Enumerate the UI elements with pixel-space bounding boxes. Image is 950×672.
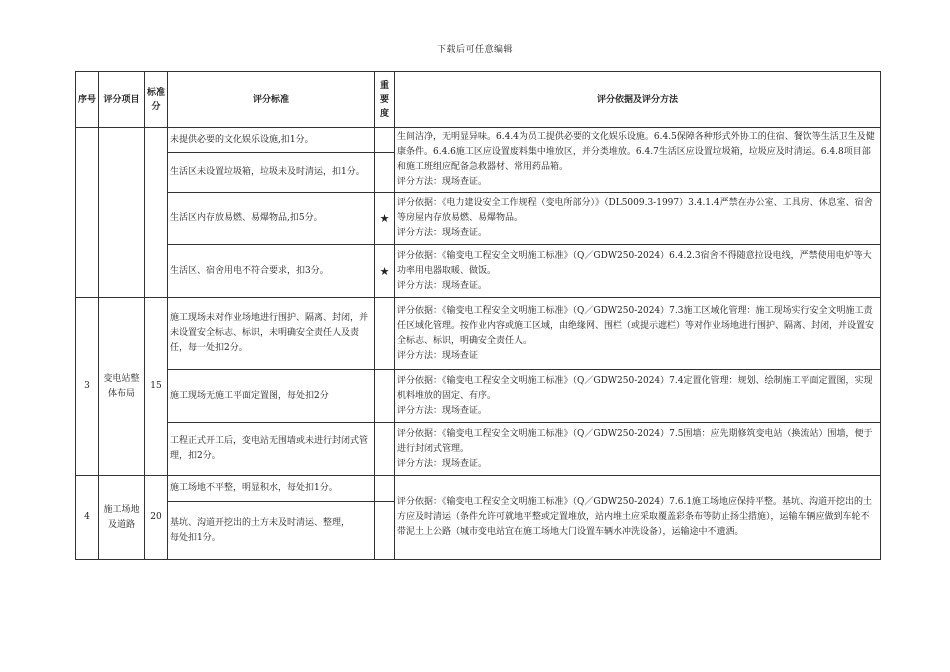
header-criteria: 评分标准 [168, 72, 375, 128]
table-row [76, 298, 881, 370]
header-importance: 重要度 [375, 72, 395, 128]
item-cell: 变电站整体布局 [99, 298, 145, 476]
basis-cell: 评分依据：《输变电工程安全文明施工标准》（Q／GDW250-2024）7.3施工区域化管理：施工现场实行安全文明施工责任区域化管理。按作业内容或施工区域，由绝缘网、围栏（或提示遮栏）等对作业场地进行围护、隔离、封闭，并设置安全标志、标识，明确安全责任人。 评分方法：现场查证 [395, 298, 881, 370]
score-cell: 15 [145, 298, 168, 476]
table-row [76, 245, 881, 298]
table-row [76, 370, 881, 423]
table-row [76, 193, 881, 245]
basis-cell: 评分依据：《输变电工程安全文明施工标准》（Q／GDW250-2024）7.5围墙：应先期修筑变电站（换流站）围墙，便于进行封闭式管理。 评分方法：现场查证。 [395, 423, 881, 476]
item-cell [99, 128, 145, 298]
importance-cell [375, 476, 395, 502]
criteria-cell: 生活区未设置垃圾箱，垃圾未及时清运，扣1分。 [168, 153, 375, 193]
star-icon: ★ [375, 193, 395, 245]
basis-cell: 评分依据：《电力建设安全工作规程（变电所部分）》（DL5009.3-1997）3.4.1.4严禁在办公室、工具房、休息室、宿舍等房屋内存放易燃、易爆物品。 评分方法：现场查证。 [395, 193, 881, 245]
basis-cell: 评分依据：《输变电工程安全文明施工标准》（Q／GDW250-2024）6.4.2.3宿舍不得随意拉设电线，严禁使用电炉等大功率用电器取暖、做饭。 评分方法：现场查证。 [395, 245, 881, 298]
criteria-cell: 施工场地不平整，明显积水，每处扣1分。 [168, 476, 375, 502]
importance-cell [375, 502, 395, 560]
score-cell: 20 [145, 476, 168, 560]
table-row [76, 423, 881, 476]
score-cell [145, 128, 168, 298]
header-seq: 序号 [76, 72, 99, 128]
importance-cell [375, 423, 395, 476]
page-note: 下载后可任意编辑 [436, 45, 513, 55]
header-row [76, 72, 881, 128]
header-item: 评分项目 [99, 72, 145, 128]
header-basis: 评分依据及评分方法 [395, 72, 881, 128]
importance-cell [375, 370, 395, 423]
importance-cell [375, 128, 395, 153]
seq-cell: 4 [76, 476, 99, 560]
table-row [76, 128, 881, 153]
criteria-cell: 基坑、沟道开挖出的土方未及时清运、整理， 每处扣1分。 [168, 502, 375, 560]
scoring-table [75, 71, 881, 560]
criteria-cell: 生活区内存放易燃、易爆物品,扣5分。 [168, 193, 375, 245]
criteria-cell: 施工现场无施工平面定置图，每处扣2分 [168, 370, 375, 423]
criteria-cell: 未提供必要的文化娱乐设施,扣1分。 [168, 128, 375, 153]
importance-cell [375, 153, 395, 193]
importance-cell [375, 298, 395, 370]
star-icon: ★ [375, 245, 395, 298]
basis-cell: 评分依据：《输变电工程安全文明施工标准》（Q／GDW250-2024）7.6.1施工场地应保持平整。基坑、沟道开挖出的土方应及时清运（条件允许可就地平整或定置堆放，站内堆土应采取覆盖彩条布等防止扬尘措施），运输车辆应做到车轮不带泥土上公路（城市变电站宜在施工场地大门设置车辆水冲洗设备），运输途中不遗洒。 [395, 476, 881, 560]
header-std-score: 标准分 [145, 72, 168, 128]
item-cell: 施工场地及道路 [99, 476, 145, 560]
basis-cell: 评分依据：《输变电工程安全文明施工标准》（Q／GDW250-2024）7.4定置化管理：规划、绘制施工平面定置图，实现机料堆放的固定、有序。 评分方法：现场查证。 [395, 370, 881, 423]
criteria-cell: 生活区、宿舍用电不符合要求，扣3分。 [168, 245, 375, 298]
basis-cell: 生间洁净，无明显异味。6.4.4为员工提供必要的文化娱乐设施。6.4.5保障各种形式外协工的住宿、餐饮等生活卫生及健康条件。6.4.6施工区应设置废料集中堆放区，并分类堆放。6.4.7生活区应设置垃圾箱，垃圾应及时清运。6.4.8项目部和施工班组应配备急救器材、常用药品箱。 评分方法：现场查证。 [395, 128, 881, 193]
table-row [76, 476, 881, 502]
seq-cell [76, 128, 99, 298]
criteria-cell: 施工现场未对作业场地进行围护、隔离、封闭，并未设置安全标志、标识，未明确安全责任人及责任，每一处扣2分。 [168, 298, 375, 370]
seq-cell: 3 [76, 298, 99, 476]
criteria-cell: 工程正式开工后，变电站无围墙或未进行封闭式管理，扣2分。 [168, 423, 375, 476]
